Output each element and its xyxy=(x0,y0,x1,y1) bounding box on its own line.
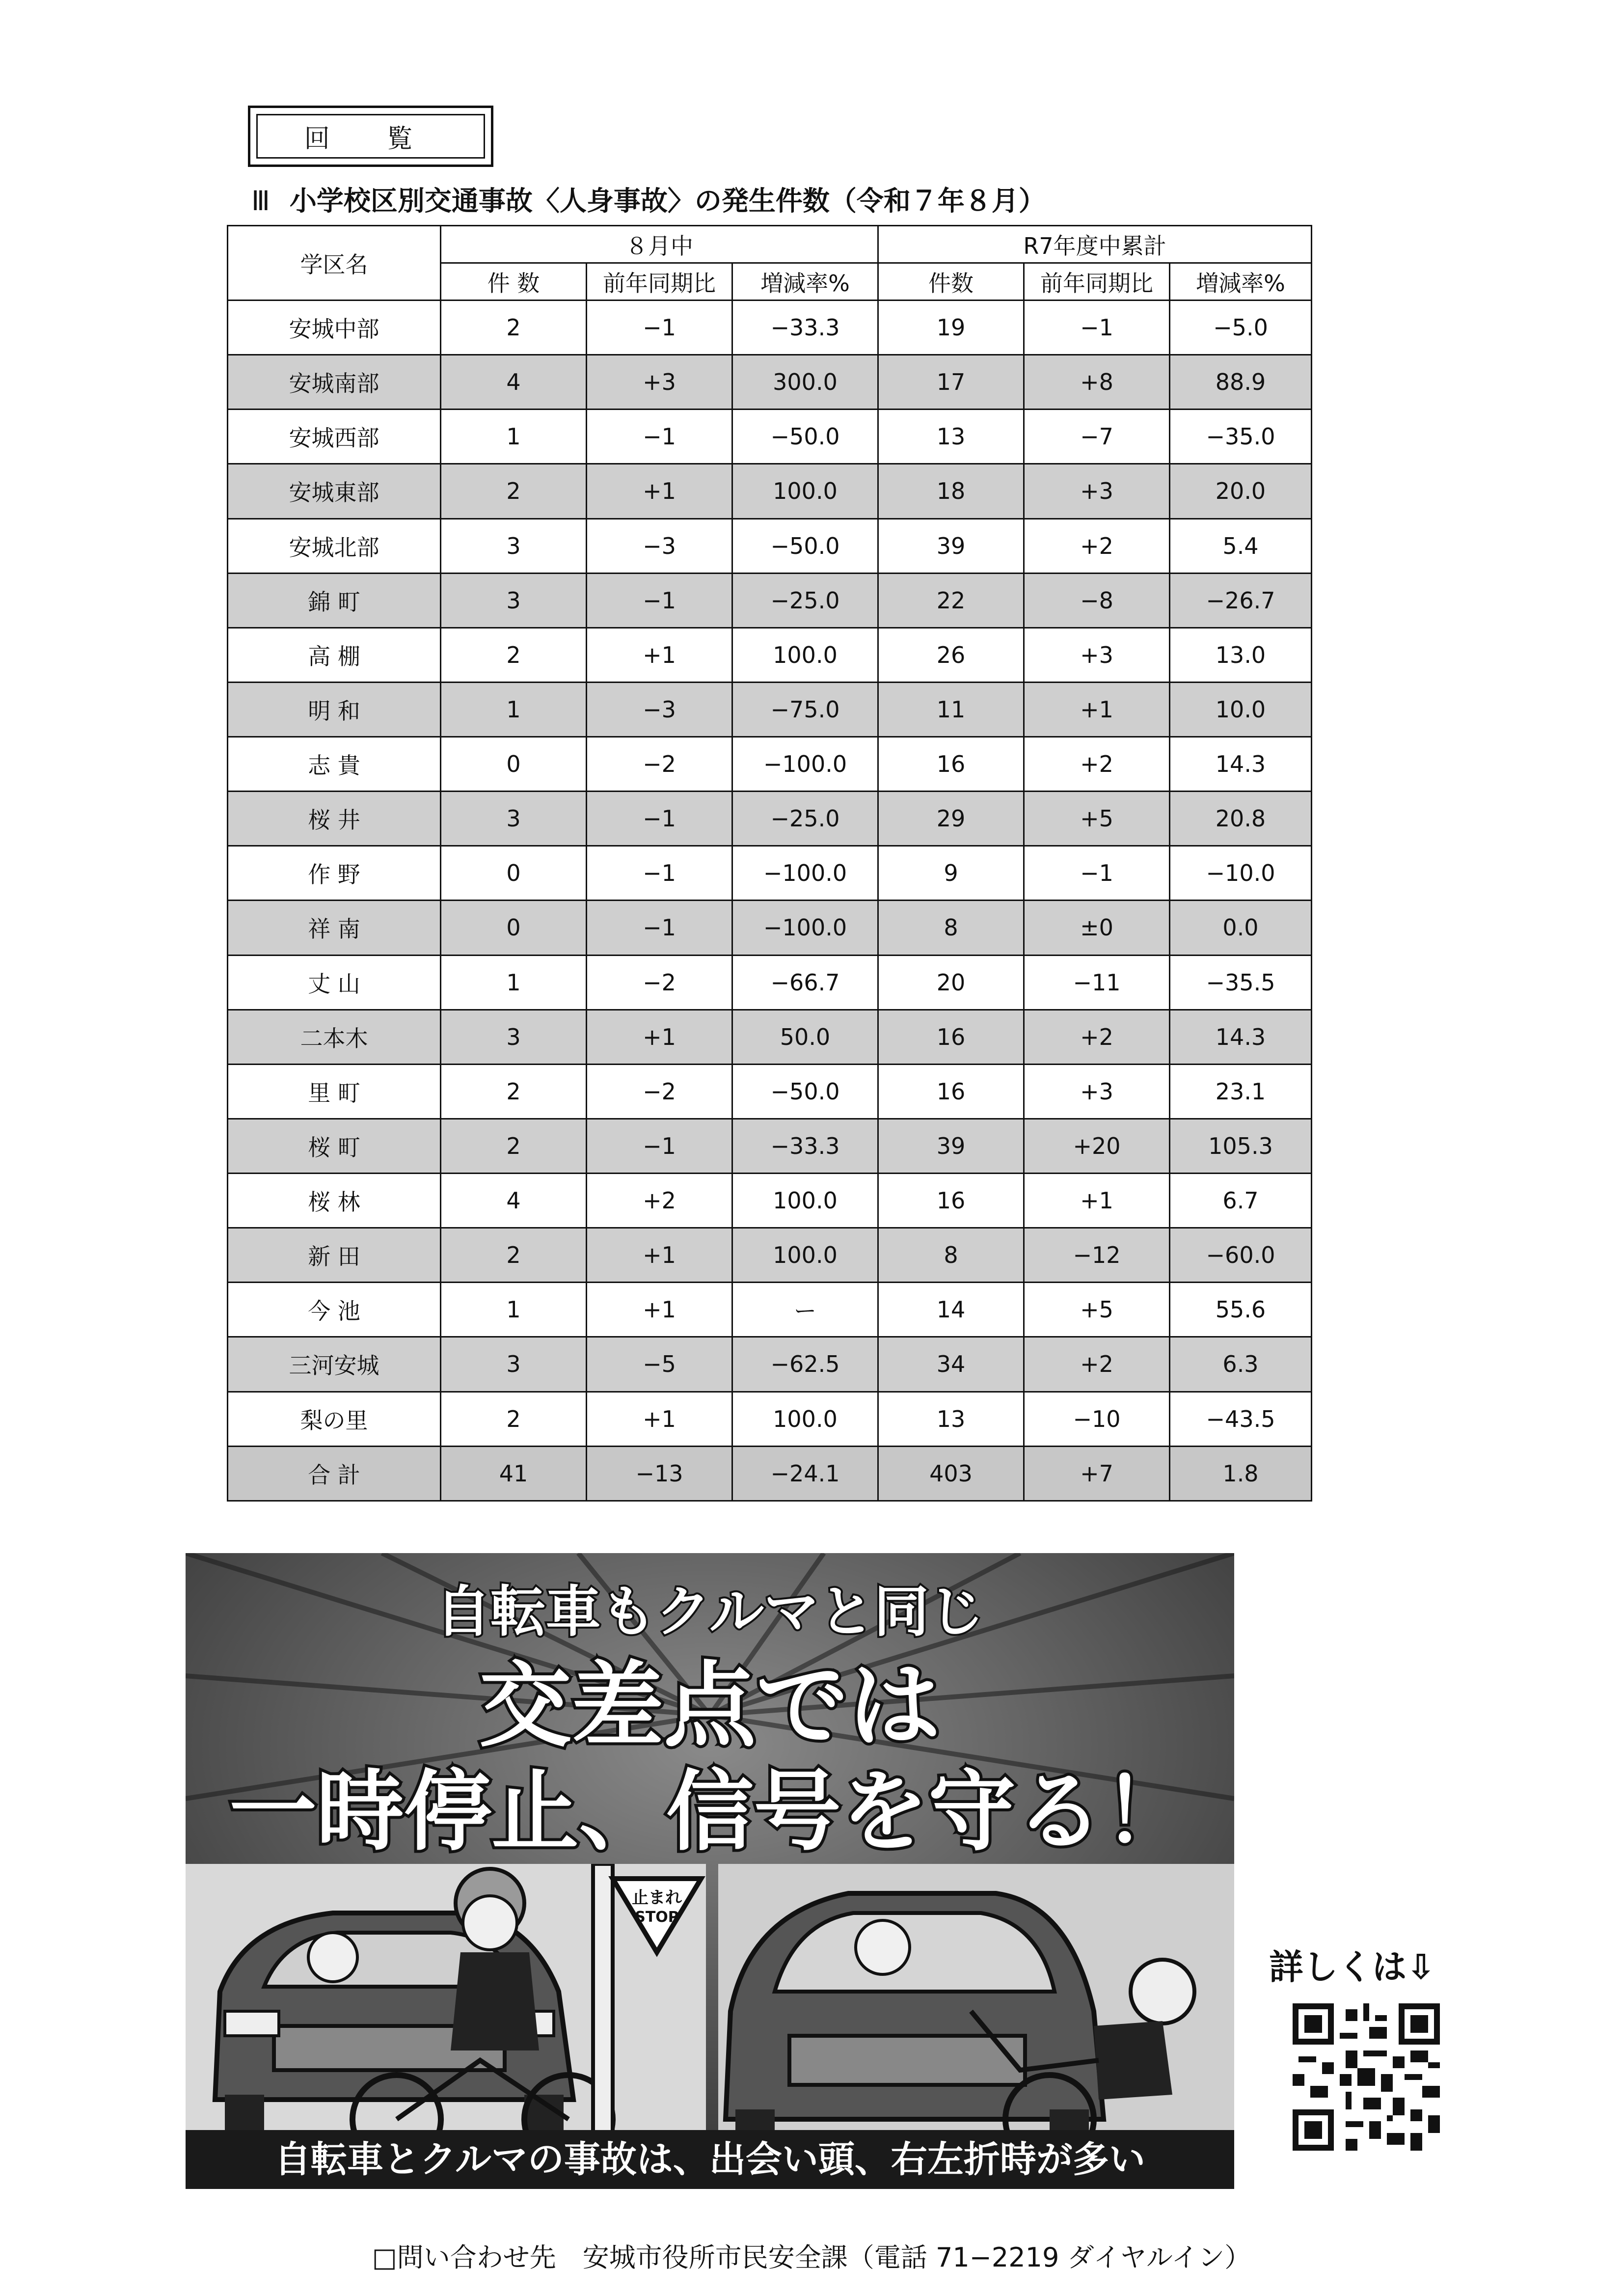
district-name-cell: 志 貴 xyxy=(228,737,441,792)
value-cell: −3 xyxy=(587,519,732,573)
table-row xyxy=(228,1337,1312,1392)
stop-sign-jp: 止まれ xyxy=(632,1888,682,1908)
value-cell: +5 xyxy=(1024,792,1170,846)
value-cell: 403 xyxy=(878,1446,1024,1501)
table-row xyxy=(228,355,1312,410)
value-cell: 50.0 xyxy=(732,1010,878,1064)
value-cell: −33.3 xyxy=(732,1119,878,1173)
total-row xyxy=(228,1446,1312,1501)
value-cell: 13.0 xyxy=(1170,628,1312,682)
value-cell: 13 xyxy=(878,1392,1024,1446)
value-cell: 39 xyxy=(878,1119,1024,1173)
value-cell: −13 xyxy=(587,1446,732,1501)
value-cell: −100.0 xyxy=(732,737,878,792)
value-cell: −1 xyxy=(587,792,732,846)
value-cell: 100.0 xyxy=(732,1174,878,1228)
value-cell: −1 xyxy=(587,846,732,901)
section-heading xyxy=(251,179,1046,218)
value-cell: 2 xyxy=(441,1119,587,1173)
table-row xyxy=(228,1119,1312,1173)
value-cell: 1 xyxy=(441,410,587,464)
value-cell: +3 xyxy=(1024,628,1170,682)
value-cell: 6.7 xyxy=(1170,1174,1312,1228)
value-cell: 1 xyxy=(441,682,587,737)
value-cell: −2 xyxy=(587,1064,732,1119)
table-body xyxy=(228,301,1312,1501)
value-cell: 16 xyxy=(878,1010,1024,1064)
value-cell: 1 xyxy=(441,1283,587,1337)
value-cell: −66.7 xyxy=(732,955,878,1010)
section-number: Ⅲ xyxy=(251,185,270,217)
value-cell: +2 xyxy=(587,1174,732,1228)
value-cell: 17 xyxy=(878,355,1024,410)
value-cell: 8 xyxy=(878,1228,1024,1283)
district-name-cell: 三河安城 xyxy=(228,1337,441,1392)
district-name-cell: 合 計 xyxy=(228,1446,441,1501)
value-cell: −11 xyxy=(1024,955,1170,1010)
value-cell: +8 xyxy=(1024,355,1170,410)
value-cell: +1 xyxy=(1024,682,1170,737)
sub-header: 件 数 xyxy=(441,263,587,301)
value-cell: 10.0 xyxy=(1170,682,1312,737)
value-cell: +5 xyxy=(1024,1283,1170,1337)
value-cell: +2 xyxy=(1024,519,1170,573)
value-cell: −75.0 xyxy=(732,682,878,737)
value-cell: 0 xyxy=(441,901,587,955)
value-cell: −10 xyxy=(1024,1392,1170,1446)
sub-header: 前年同期比 xyxy=(587,263,732,301)
district-name-cell: 二本木 xyxy=(228,1010,441,1064)
district-name-cell: 桜 町 xyxy=(228,1119,441,1173)
value-cell: +1 xyxy=(587,1392,732,1446)
value-cell: 300.0 xyxy=(732,355,878,410)
value-cell: 2 xyxy=(441,301,587,355)
value-cell: 18 xyxy=(878,464,1024,519)
value-cell: 39 xyxy=(878,519,1024,573)
value-cell: −1 xyxy=(587,301,732,355)
poster-line2: 交差点では xyxy=(479,1652,941,1760)
table-row xyxy=(228,1174,1312,1228)
sub-header: 増減率% xyxy=(732,263,878,301)
value-cell: −50.0 xyxy=(732,519,878,573)
value-cell: −2 xyxy=(587,737,732,792)
value-cell: −62.5 xyxy=(732,1337,878,1392)
value-cell: 20 xyxy=(878,955,1024,1010)
value-cell: −1 xyxy=(1024,301,1170,355)
value-cell: +20 xyxy=(1024,1119,1170,1173)
value-cell: +1 xyxy=(587,628,732,682)
table-row xyxy=(228,737,1312,792)
table-row xyxy=(228,1064,1312,1119)
value-cell: −26.7 xyxy=(1170,573,1312,628)
value-cell: −100.0 xyxy=(732,846,878,901)
value-cell: −1 xyxy=(587,410,732,464)
more-info-label: 詳しくは⇩ xyxy=(1269,1947,1435,1987)
value-cell: −50.0 xyxy=(732,410,878,464)
poster-banner: 自転車とクルマの事故は、出会い頭、右左折時が多い xyxy=(186,2130,1234,2189)
value-cell: 6.3 xyxy=(1170,1337,1312,1392)
table-row xyxy=(228,1010,1312,1064)
value-cell: 11 xyxy=(878,682,1024,737)
value-cell: +1 xyxy=(587,464,732,519)
table-row xyxy=(228,846,1312,901)
value-cell: −3 xyxy=(587,682,732,737)
value-cell: −50.0 xyxy=(732,1064,878,1119)
value-cell: −35.0 xyxy=(1170,410,1312,464)
value-cell: +3 xyxy=(1024,464,1170,519)
value-cell: 19 xyxy=(878,301,1024,355)
table-row xyxy=(228,628,1312,682)
value-cell: 100.0 xyxy=(732,628,878,682)
value-cell: 3 xyxy=(441,519,587,573)
section-title: 小学校区別交通事故〈人身事故〉の発生件数（令和７年８月） xyxy=(289,185,1046,217)
value-cell: 23.1 xyxy=(1170,1064,1312,1119)
value-cell: −1 xyxy=(587,1119,732,1173)
value-cell: 29 xyxy=(878,792,1024,846)
table-row xyxy=(228,792,1312,846)
value-cell: ー xyxy=(732,1283,878,1337)
value-cell: −10.0 xyxy=(1170,846,1312,901)
table-row xyxy=(228,955,1312,1010)
table-row xyxy=(228,464,1312,519)
safety-poster xyxy=(186,1553,1234,2189)
value-cell: +1 xyxy=(1024,1174,1170,1228)
value-cell: 100.0 xyxy=(732,1392,878,1446)
value-cell: 1.8 xyxy=(1170,1446,1312,1501)
district-name-cell: 丈 山 xyxy=(228,955,441,1010)
value-cell: 100.0 xyxy=(732,464,878,519)
table-row xyxy=(228,1392,1312,1446)
district-name-cell: 里 町 xyxy=(228,1064,441,1119)
value-cell: 20.0 xyxy=(1170,464,1312,519)
table-row xyxy=(228,1228,1312,1283)
table-row xyxy=(228,410,1312,464)
table-row xyxy=(228,519,1312,573)
value-cell: 100.0 xyxy=(732,1228,878,1283)
value-cell: 2 xyxy=(441,1228,587,1283)
value-cell: −24.1 xyxy=(732,1446,878,1501)
value-cell: +1 xyxy=(587,1283,732,1337)
value-cell: 13 xyxy=(878,410,1024,464)
value-cell: 88.9 xyxy=(1170,355,1312,410)
value-cell: 105.3 xyxy=(1170,1119,1312,1173)
district-name-cell: 祥 南 xyxy=(228,901,441,955)
poster-line1: 自転車もクルマと同じ xyxy=(435,1580,984,1644)
value-cell: 0 xyxy=(441,737,587,792)
accident-table xyxy=(227,225,1312,1502)
district-name-cell: 高 棚 xyxy=(228,628,441,682)
value-cell: 0 xyxy=(441,846,587,901)
value-cell: 4 xyxy=(441,355,587,410)
value-cell: ±0 xyxy=(1024,901,1170,955)
value-cell: −1 xyxy=(587,901,732,955)
table-row xyxy=(228,573,1312,628)
sub-header: 前年同期比 xyxy=(1024,263,1170,301)
value-cell: −8 xyxy=(1024,573,1170,628)
value-cell: −5.0 xyxy=(1170,301,1312,355)
table-row xyxy=(228,301,1312,355)
district-name-cell: 安城中部 xyxy=(228,301,441,355)
value-cell: +3 xyxy=(587,355,732,410)
value-cell: 2 xyxy=(441,1064,587,1119)
district-name-cell: 安城東部 xyxy=(228,464,441,519)
circular-notice-box xyxy=(248,106,493,167)
value-cell: 26 xyxy=(878,628,1024,682)
district-name-cell: 明 和 xyxy=(228,682,441,737)
district-name-cell: 桜 林 xyxy=(228,1174,441,1228)
value-cell: −2 xyxy=(587,955,732,1010)
value-cell: 16 xyxy=(878,1174,1024,1228)
district-name-cell: 新 田 xyxy=(228,1228,441,1283)
value-cell: −43.5 xyxy=(1170,1392,1312,1446)
cumulative-group-header: R7年度中累計 xyxy=(878,226,1312,263)
car-left-illustration xyxy=(186,1864,706,2168)
value-cell: −1 xyxy=(1024,846,1170,901)
value-cell: −100.0 xyxy=(732,901,878,955)
value-cell: 2 xyxy=(441,1392,587,1446)
value-cell: 4 xyxy=(441,1174,587,1228)
value-cell: 2 xyxy=(441,464,587,519)
value-cell: −33.3 xyxy=(732,301,878,355)
value-cell: −25.0 xyxy=(732,792,878,846)
circular-notice-label: 回 覧 xyxy=(256,114,485,159)
table-row xyxy=(228,682,1312,737)
value-cell: 14.3 xyxy=(1170,1010,1312,1064)
value-cell: +2 xyxy=(1024,737,1170,792)
district-name-cell: 桜 井 xyxy=(228,792,441,846)
value-cell: 20.8 xyxy=(1170,792,1312,846)
district-name-cell: 安城南部 xyxy=(228,355,441,410)
value-cell: +7 xyxy=(1024,1446,1170,1501)
value-cell: +1 xyxy=(587,1228,732,1283)
district-name-cell: 安城北部 xyxy=(228,519,441,573)
value-cell: 9 xyxy=(878,846,1024,901)
value-cell: −12 xyxy=(1024,1228,1170,1283)
value-cell: 0.0 xyxy=(1170,901,1312,955)
district-name-cell: 今 池 xyxy=(228,1283,441,1337)
value-cell: −5 xyxy=(587,1337,732,1392)
value-cell: 3 xyxy=(441,1337,587,1392)
stop-sign-en: STOP xyxy=(635,1909,679,1926)
contact-info: □問い合わせ先 安城市役所市民安全課（電話 71−2219 ダイヤルイン） xyxy=(372,2242,1251,2273)
district-name-cell: 作 野 xyxy=(228,846,441,901)
value-cell: +1 xyxy=(587,1010,732,1064)
value-cell: 14 xyxy=(878,1283,1024,1337)
district-header: 学区名 xyxy=(228,226,441,301)
district-name-cell: 安城西部 xyxy=(228,410,441,464)
value-cell: +2 xyxy=(1024,1337,1170,1392)
value-cell: 5.4 xyxy=(1170,519,1312,573)
value-cell: −1 xyxy=(587,573,732,628)
value-cell: 3 xyxy=(441,1010,587,1064)
value-cell: 16 xyxy=(878,1064,1024,1119)
table-row xyxy=(228,901,1312,955)
month-group-header: ８月中 xyxy=(441,226,878,263)
value-cell: 3 xyxy=(441,792,587,846)
value-cell: −60.0 xyxy=(1170,1228,1312,1283)
value-cell: 55.6 xyxy=(1170,1283,1312,1337)
qr-code[interactable] xyxy=(1293,2003,1440,2151)
sub-header: 増減率% xyxy=(1170,263,1312,301)
value-cell: 2 xyxy=(441,628,587,682)
value-cell: 8 xyxy=(878,901,1024,955)
value-cell: −7 xyxy=(1024,410,1170,464)
poster-line3: 一時停止、信号を守る！ xyxy=(229,1761,1190,1862)
table-row xyxy=(228,1283,1312,1337)
value-cell: 41 xyxy=(441,1446,587,1501)
value-cell: 3 xyxy=(441,573,587,628)
district-name-cell: 梨の里 xyxy=(228,1392,441,1446)
value-cell: 16 xyxy=(878,737,1024,792)
value-cell: +2 xyxy=(1024,1010,1170,1064)
value-cell: 1 xyxy=(441,955,587,1010)
value-cell: 14.3 xyxy=(1170,737,1312,792)
district-name-cell: 錦 町 xyxy=(228,573,441,628)
value-cell: −35.5 xyxy=(1170,955,1312,1010)
value-cell: 34 xyxy=(878,1337,1024,1392)
value-cell: −25.0 xyxy=(732,573,878,628)
sub-header: 件数 xyxy=(878,263,1024,301)
value-cell: +3 xyxy=(1024,1064,1170,1119)
value-cell: 22 xyxy=(878,573,1024,628)
